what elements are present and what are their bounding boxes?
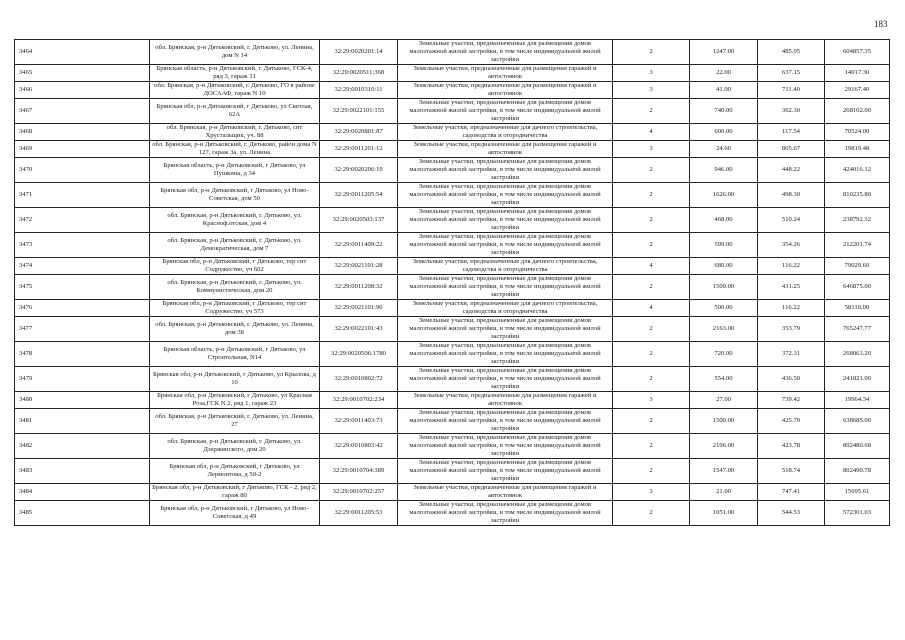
address-cell: Брянская обл, р-н Дятьковский, г Дятьково, тер снт Содружество, уч 602 <box>150 258 320 275</box>
cadastral-value-cell: 241821.00 <box>825 367 890 392</box>
group-cell: 2 <box>613 459 690 484</box>
address-cell: Брянская обл, р-н Дятьковский, г Дятьково, ул Лермонтова, д 50-2 <box>150 459 320 484</box>
specific-value-cell: 117.54 <box>758 124 825 141</box>
group-cell: 4 <box>613 124 690 141</box>
specific-value-cell: 116.22 <box>758 300 825 317</box>
cadastral-value-cell: 268102.00 <box>825 99 890 124</box>
specific-value-cell: 485.05 <box>758 40 825 65</box>
specific-value-cell: 354.26 <box>758 233 825 258</box>
row-id-cell: 3464 <box>15 40 150 65</box>
specific-value-cell: 448.22 <box>758 158 825 183</box>
table-row <box>15 124 890 141</box>
cadastral-value-cell: 765247.77 <box>825 317 890 342</box>
group-cell: 3 <box>613 392 690 409</box>
group-cell: 2 <box>613 208 690 233</box>
address-cell: обл. Брянская, р-н Дятьковский, г. Дятьково, ГО в районе ДОСААФ, гараж N 10 <box>150 82 320 99</box>
land-use-cell: Земельные участки, предназначенные для размещения домов малоэтажной жилой застройки, в том числе индивидуальной жилой застройки <box>398 342 613 367</box>
land-use-cell: Земельные участки, предназначенные для размещения домов малоэтажной жилой застройки, в том числе индивидуальной жилой застройки <box>398 233 613 258</box>
group-cell: 2 <box>613 367 690 392</box>
row-id-cell: 3466 <box>15 82 150 99</box>
cadastral-number-cell: 32:29:0020506:1780 <box>320 342 398 367</box>
row-id-cell: 3485 <box>15 501 150 526</box>
address-cell: Брянская обл, р-н Дятьковский, г Дятьково, ул Крылова, д 10 <box>150 367 320 392</box>
land-use-cell: Земельные участки, предназначенные для размещения домов малоэтажной жилой застройки, в том числе индивидуальной жилой застройки <box>398 99 613 124</box>
land-use-cell: Земельные участки, предназначенные для размещения домов малоэтажной жилой застройки, в том числе индивидуальной жилой застройки <box>398 434 613 459</box>
land-use-cell: Земельные участки, предназначенные для размещения гаражей и автостоянок <box>398 392 613 409</box>
address-cell: обл. Брянская, р-н Дятьковский, г. Дятьково, ул. Демократическая, дом 7 <box>150 233 320 258</box>
address-cell: обл. Брянская, р-н Дятьковский, г. Дятьково, район дома N 127, гараж 3а, ул. Ленина <box>150 141 320 158</box>
group-cell: 2 <box>613 434 690 459</box>
group-cell: 2 <box>613 317 690 342</box>
area-cell: 680.00 <box>690 258 758 275</box>
table-row <box>15 99 890 124</box>
specific-value-cell: 425.79 <box>758 409 825 434</box>
address-cell: обл. Брянская, р-н Дятьковский, г. Дятьково, ул. Дзержинского, дом 20 <box>150 434 320 459</box>
area-cell: 468.00 <box>690 208 758 233</box>
area-cell: 21.00 <box>690 484 758 501</box>
land-use-cell: Земельные участки, предназначенные для размещения домов малоэтажной жилой застройки, в том числе индивидуальной жилой застройки <box>398 501 613 526</box>
specific-value-cell: 510.24 <box>758 208 825 233</box>
area-cell: 740.00 <box>690 99 758 124</box>
area-cell: 599.00 <box>690 233 758 258</box>
cadastral-number-cell: 32:29:0021101:90 <box>320 300 398 317</box>
cadastral-value-cell: 15695.61 <box>825 484 890 501</box>
area-cell: 1547.00 <box>690 459 758 484</box>
cadastral-number-cell: 32:29:0011409:22 <box>320 233 398 258</box>
land-use-cell: Земельные участки, предназначенные для размещения домов малоэтажной жилой застройки, в том числе индивидуальной жилой застройки <box>398 409 613 434</box>
specific-value-cell: 544.53 <box>758 501 825 526</box>
specific-value-cell: 805.67 <box>758 141 825 158</box>
table-row <box>15 367 890 392</box>
cadastral-value-cell: 19964.34 <box>825 392 890 409</box>
area-cell: 1247.00 <box>690 40 758 65</box>
land-use-cell: Земельные участки, предназначенные для размещения домов малоэтажной жилой застройки, в том числе индивидуальной жилой застройки <box>398 158 613 183</box>
row-id-cell: 3476 <box>15 300 150 317</box>
specific-value-cell: 436.50 <box>758 367 825 392</box>
group-cell: 2 <box>613 40 690 65</box>
cadastral-number-cell: 32:29:0010702:234 <box>320 392 398 409</box>
group-cell: 3 <box>613 82 690 99</box>
address-cell: Брянская область, р-н Дятьковский, г. Дятьково, ГСК-4, ряд 3, гараж 31 <box>150 65 320 82</box>
row-id-cell: 3474 <box>15 258 150 275</box>
cadastral-number-cell: 32:29:0021101:28 <box>320 258 398 275</box>
row-id-cell: 3482 <box>15 434 150 459</box>
address-cell: обл. Брянская, р-н Дятьковский, г. Дятьково, ул. Коммунистическая, дом 20 <box>150 275 320 300</box>
area-cell: 720.00 <box>690 342 758 367</box>
row-id-cell: 3480 <box>15 392 150 409</box>
cadastral-value-cell: 19819.48 <box>825 141 890 158</box>
address-cell: Брянская обл, р-н Дятьковский, г Дятьково, тер снт Содружество, уч 573 <box>150 300 320 317</box>
cadastral-number-cell: 32:29:0020503:137 <box>320 208 398 233</box>
table-row <box>15 40 890 65</box>
specific-value-cell: 431.25 <box>758 275 825 300</box>
group-cell: 2 <box>613 275 690 300</box>
table-row <box>15 501 890 526</box>
page-number: 183 <box>874 19 888 29</box>
table-row <box>15 459 890 484</box>
cadastral-value-cell: 29167.40 <box>825 82 890 99</box>
specific-value-cell: 423.78 <box>758 434 825 459</box>
land-use-cell: Земельные участки, предназначенные для размещения домов малоэтажной жилой застройки, в том числе индивидуальной жилой застройки <box>398 183 613 208</box>
table-row <box>15 158 890 183</box>
cadastral-number-cell: 32:29:0022101:43 <box>320 317 398 342</box>
group-cell: 2 <box>613 183 690 208</box>
table-row <box>15 208 890 233</box>
cadastral-value-cell: 802490.78 <box>825 459 890 484</box>
address-cell: обл. Брянская, р-н Дятьковский, г. Дятьково, ул. Ленина, 27 <box>150 409 320 434</box>
land-use-cell: Земельные участки, предназначенные для дачного строительства, садоводства и огородничества <box>398 124 613 141</box>
group-cell: 3 <box>613 484 690 501</box>
table-row <box>15 300 890 317</box>
specific-value-cell: 116.22 <box>758 258 825 275</box>
land-parcel-table <box>14 39 889 526</box>
specific-value-cell: 362.30 <box>758 99 825 124</box>
area-cell: 22.00 <box>690 65 758 82</box>
table-row <box>15 275 890 300</box>
land-use-cell: Земельные участки, предназначенные для размещения гаражей и автостоянок <box>398 141 613 158</box>
cadastral-number-cell: 32:29:0020206:19 <box>320 158 398 183</box>
cadastral-number-cell: 32:29:0011403:73 <box>320 409 398 434</box>
row-id-cell: 3468 <box>15 124 150 141</box>
land-use-cell: Земельные участки, предназначенные для размещения гаражей и автостоянок <box>398 65 613 82</box>
row-id-cell: 3481 <box>15 409 150 434</box>
table-row <box>15 183 890 208</box>
specific-value-cell: 739.42 <box>758 392 825 409</box>
cadastral-value-cell: 58110.00 <box>825 300 890 317</box>
address-cell: Брянская обл, р-н Дятьковский, г Дятьково, ул Светлая, 62А <box>150 99 320 124</box>
table-row <box>15 258 890 275</box>
cadastral-value-cell: 70524.00 <box>825 124 890 141</box>
area-cell: 1626.00 <box>690 183 758 208</box>
group-cell: 2 <box>613 409 690 434</box>
address-cell: обл. Брянская, р-н Дятьковский, г. Дятьково, снт Хрустальщик, уч. 88 <box>150 124 320 141</box>
group-cell: 2 <box>613 233 690 258</box>
group-cell: 2 <box>613 158 690 183</box>
land-use-cell: Земельные участки, предназначенные для размещения домов малоэтажной жилой застройки, в том числе индивидуальной жилой застройки <box>398 275 613 300</box>
cadastral-number-cell: 32:29:0011201:12 <box>320 141 398 158</box>
cadastral-value-cell: 892480.68 <box>825 434 890 459</box>
cadastral-number-cell: 32:29:0010704:389 <box>320 459 398 484</box>
land-use-cell: Земельные участки, предназначенные для дачного строительства, садоводства и огородничества <box>398 300 613 317</box>
table-row <box>15 392 890 409</box>
row-id-cell: 3483 <box>15 459 150 484</box>
cadastral-value-cell: 810235.80 <box>825 183 890 208</box>
cadastral-number-cell: 32:29:0011205:53 <box>320 501 398 526</box>
row-id-cell: 3472 <box>15 208 150 233</box>
row-id-cell: 3471 <box>15 183 150 208</box>
area-cell: 1500.00 <box>690 275 758 300</box>
row-id-cell: 3475 <box>15 275 150 300</box>
group-cell: 2 <box>613 342 690 367</box>
address-cell: Брянская область, р-н Дятьковский, г Дятьково, ул Пушкина, д 34 <box>150 158 320 183</box>
area-cell: 554.00 <box>690 367 758 392</box>
cadastral-number-cell: 32:29:0020201:14 <box>320 40 398 65</box>
area-cell: 1051.00 <box>690 501 758 526</box>
group-cell: 3 <box>613 65 690 82</box>
address-cell: Брянская область, р-н Дятьковский, г Дятьково, ул Строительная, N14 <box>150 342 320 367</box>
table-row <box>15 409 890 434</box>
row-id-cell: 3467 <box>15 99 150 124</box>
table-row <box>15 317 890 342</box>
land-use-cell: Земельные участки, предназначенные для размещения домов малоэтажной жилой застройки, в том числе индивидуальной жилой застройки <box>398 367 613 392</box>
specific-value-cell: 711.40 <box>758 82 825 99</box>
group-cell: 2 <box>613 99 690 124</box>
address-cell: Брянская обл, р-н Дятьковский, г Дятьково, ГСК - 2, ряд 2, гараж 80 <box>150 484 320 501</box>
cadastral-value-cell: 646875.00 <box>825 275 890 300</box>
land-use-cell: Земельные участки, предназначенные для размещения домов малоэтажной жилой застройки, в том числе индивидуальной жилой застройки <box>398 459 613 484</box>
area-cell: 24.60 <box>690 141 758 158</box>
row-id-cell: 3469 <box>15 141 150 158</box>
address-cell: обл. Брянская, р-н Дятьковский, г. Дятьково, ул. Красноф.отская, дом 4 <box>150 208 320 233</box>
specific-value-cell: 637.15 <box>758 65 825 82</box>
cadastral-value-cell: 638685.00 <box>825 409 890 434</box>
cadastral-value-cell: 14017.30 <box>825 65 890 82</box>
cadastral-value-cell: 79029.60 <box>825 258 890 275</box>
address-cell: обл. Брянская, р-н Дятьковский, г. Дятьково, ул. Ленина, дом 38 <box>150 317 320 342</box>
row-id-cell: 3478 <box>15 342 150 367</box>
area-cell: 500.00 <box>690 300 758 317</box>
specific-value-cell: 353.79 <box>758 317 825 342</box>
land-use-cell: Земельные участки, предназначенные для размещения гаражей и автостоянок <box>398 484 613 501</box>
cadastral-value-cell: 572301.03 <box>825 501 890 526</box>
land-use-cell: Земельные участки, предназначенные для размещения домов малоэтажной жилой застройки, в том числе индивидуальной жилой застройки <box>398 317 613 342</box>
specific-value-cell: 518.74 <box>758 459 825 484</box>
table <box>14 39 890 526</box>
area-cell: 600.00 <box>690 124 758 141</box>
cadastral-number-cell: 32:29:0010702:257 <box>320 484 398 501</box>
cadastral-number-cell: 32:29:0010310:11 <box>320 82 398 99</box>
cadastral-value-cell: 604857.35 <box>825 40 890 65</box>
cadastral-number-cell: 32:29:0010802:72 <box>320 367 398 392</box>
row-id-cell: 3477 <box>15 317 150 342</box>
table-row <box>15 233 890 258</box>
cadastral-number-cell: 32:29:0022101:155 <box>320 99 398 124</box>
table-row <box>15 141 890 158</box>
specific-value-cell: 498.30 <box>758 183 825 208</box>
area-cell: 2106.00 <box>690 434 758 459</box>
cadastral-number-cell: 32:29:0011205:54 <box>320 183 398 208</box>
cadastral-value-cell: 212201.74 <box>825 233 890 258</box>
cadastral-number-cell: 32:29:0010803:42 <box>320 434 398 459</box>
area-cell: 41.00 <box>690 82 758 99</box>
land-use-cell: Земельные участки, предназначенные для размещения гаражей и автостоянок <box>398 82 613 99</box>
address-cell: Брянская обл, р-н Дятьковский, г Дятьково, ул Красная Роза,ГСК N 2, ряд 1, гараж 23 <box>150 392 320 409</box>
area-cell: 946.00 <box>690 158 758 183</box>
row-id-cell: 3465 <box>15 65 150 82</box>
row-id-cell: 3479 <box>15 367 150 392</box>
cadastral-value-cell: 424016.12 <box>825 158 890 183</box>
row-id-cell: 3473 <box>15 233 150 258</box>
specific-value-cell: 747.41 <box>758 484 825 501</box>
table-row <box>15 65 890 82</box>
land-use-cell: Земельные участки, предназначенные для размещения домов малоэтажной жилой застройки, в том числе индивидуальной жилой застройки <box>398 40 613 65</box>
land-use-cell: Земельные участки, предназначенные для дачного строительства, садоводства и огородничества <box>398 258 613 275</box>
table-row <box>15 82 890 99</box>
group-cell: 3 <box>613 141 690 158</box>
table-row <box>15 434 890 459</box>
specific-value-cell: 372.31 <box>758 342 825 367</box>
cadastral-value-cell: 268063.20 <box>825 342 890 367</box>
area-cell: 27.00 <box>690 392 758 409</box>
group-cell: 4 <box>613 300 690 317</box>
cadastral-number-cell: 32:29:0020801:87 <box>320 124 398 141</box>
table-row <box>15 484 890 501</box>
table-row <box>15 342 890 367</box>
row-id-cell: 3484 <box>15 484 150 501</box>
address-cell: обл. Брянская, р-н Дятьковский, г. Дятьково, ул. Ленина, дом N 14 <box>150 40 320 65</box>
area-cell: 2163.00 <box>690 317 758 342</box>
cadastral-number-cell: 32:29:0011208:32 <box>320 275 398 300</box>
cadastral-number-cell: 32:29:0020511:368 <box>320 65 398 82</box>
group-cell: 2 <box>613 501 690 526</box>
cadastral-value-cell: 238792.32 <box>825 208 890 233</box>
address-cell: Брянская обл, р-н Дятьковский, г Дятьково, ул Ново-Советская, д 49 <box>150 501 320 526</box>
area-cell: 1500.00 <box>690 409 758 434</box>
land-use-cell: Земельные участки, предназначенные для размещения домов малоэтажной жилой застройки, в том числе индивидуальной жилой застройки <box>398 208 613 233</box>
group-cell: 4 <box>613 258 690 275</box>
address-cell: Брянская обл, р-н Дятьковский, г Дятьково, ул Ново-Советская, дом 50 <box>150 183 320 208</box>
row-id-cell: 3470 <box>15 158 150 183</box>
